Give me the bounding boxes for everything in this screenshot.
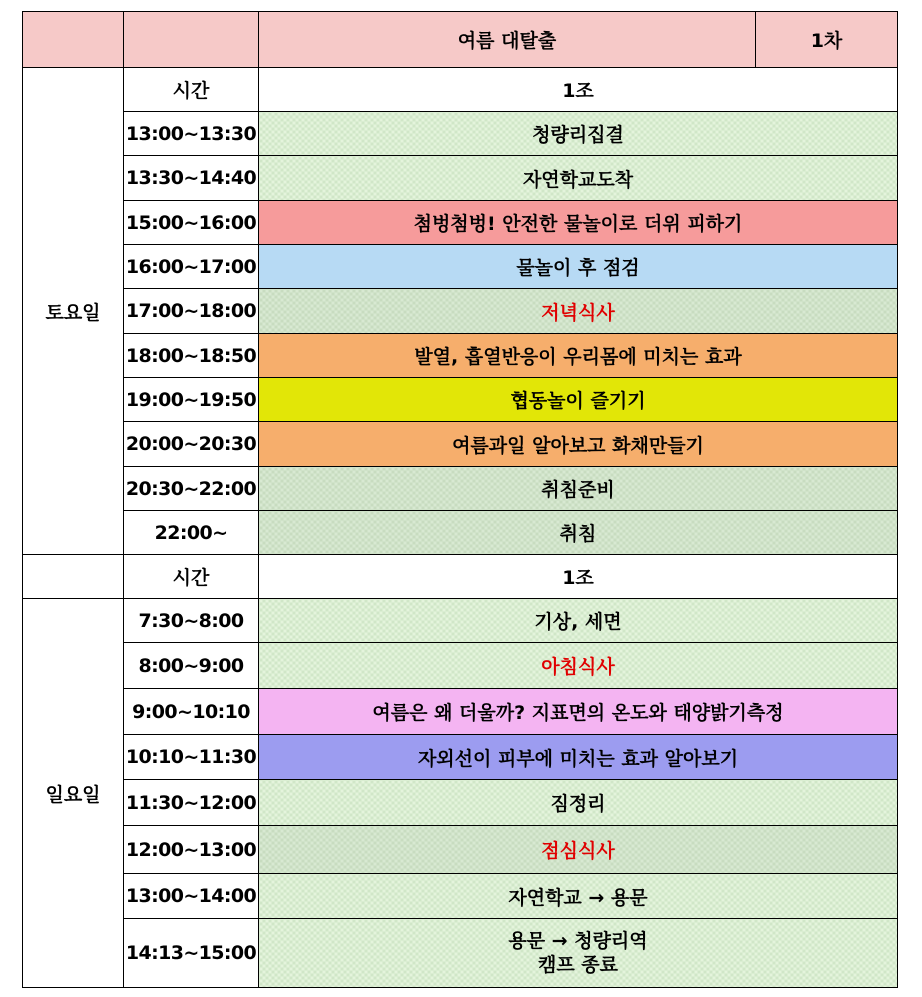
table-row <box>23 599 898 643</box>
table-row <box>23 467 898 511</box>
table-row <box>23 245 898 289</box>
header-row <box>23 12 898 68</box>
time-cell: 22:00~ <box>124 511 259 555</box>
day-label-sunday: 일요일 <box>23 599 124 988</box>
table-row <box>23 780 898 826</box>
activity-cell-meal: 점심식사 <box>259 826 898 874</box>
time-column-header: 시간 <box>124 68 259 112</box>
time-cell: 7:30~8:00 <box>124 599 259 643</box>
time-cell: 20:00~20:30 <box>124 422 259 467</box>
blank-day-cell <box>23 555 124 599</box>
time-cell: 13:00~13:30 <box>124 112 259 156</box>
activity-cell: 첨벙첨벙! 안전한 물놀이로 더위 피하기 <box>259 201 898 245</box>
table-row <box>23 919 898 988</box>
time-cell: 11:30~12:00 <box>124 780 259 826</box>
activity-cell <box>259 919 898 988</box>
table-row <box>23 156 898 201</box>
activity-cell-meal: 아침식사 <box>259 643 898 689</box>
activity-cell: 취침 <box>259 511 898 555</box>
time-cell: 18:00~18:50 <box>124 334 259 378</box>
table-row <box>23 422 898 467</box>
activity-line: 캠프 종료 <box>537 954 619 976</box>
time-cell: 20:30~22:00 <box>124 467 259 511</box>
table-row <box>23 735 898 780</box>
table-row <box>23 289 898 334</box>
schedule-title: 여름 대탈출 <box>259 12 756 68</box>
table-row <box>23 112 898 156</box>
time-cell: 10:10~11:30 <box>124 735 259 780</box>
time-cell: 16:00~17:00 <box>124 245 259 289</box>
activity-cell-meal: 저녁식사 <box>259 289 898 334</box>
table-row <box>23 378 898 422</box>
time-cell: 13:30~14:40 <box>124 156 259 201</box>
sunday-header-row <box>23 555 898 599</box>
activity-cell: 자연학교 → 용문 <box>259 874 898 919</box>
activity-cell: 짐정리 <box>259 780 898 826</box>
round-label: 1차 <box>756 12 898 68</box>
activity-cell: 취침준비 <box>259 467 898 511</box>
table-row <box>23 511 898 555</box>
time-cell: 8:00~9:00 <box>124 643 259 689</box>
activity-cell: 기상, 세면 <box>259 599 898 643</box>
table-row <box>23 643 898 689</box>
table-row <box>23 334 898 378</box>
time-cell: 15:00~16:00 <box>124 201 259 245</box>
saturday-header-row <box>23 68 898 112</box>
time-cell: 14:13~15:00 <box>124 919 259 988</box>
activity-cell: 협동놀이 즐기기 <box>259 378 898 422</box>
time-cell: 19:00~19:50 <box>124 378 259 422</box>
header-blank-cell <box>124 12 259 68</box>
time-column-header: 시간 <box>124 555 259 599</box>
time-cell: 13:00~14:00 <box>124 874 259 919</box>
activity-cell: 여름과일 알아보고 화채만들기 <box>259 422 898 467</box>
day-label-saturday: 토요일 <box>23 68 124 555</box>
time-cell: 9:00~10:10 <box>124 689 259 735</box>
group-column-header: 1조 <box>259 555 898 599</box>
activity-cell: 발열, 흡열반응이 우리몸에 미치는 효과 <box>259 334 898 378</box>
table-row <box>23 826 898 874</box>
header-blank-cell <box>23 12 124 68</box>
group-column-header: 1조 <box>259 68 898 112</box>
activity-cell: 여름은 왜 더울까? 지표면의 온도와 태양밝기측정 <box>259 689 898 735</box>
activity-cell: 물놀이 후 점검 <box>259 245 898 289</box>
table-row <box>23 689 898 735</box>
activity-cell: 자외선이 피부에 미치는 효과 알아보기 <box>259 735 898 780</box>
activity-cell: 청량리집결 <box>259 112 898 156</box>
time-cell: 12:00~13:00 <box>124 826 259 874</box>
activity-line: 용문 → 청량리역 <box>508 930 648 952</box>
activity-cell: 자연학교도착 <box>259 156 898 201</box>
table-row <box>23 201 898 245</box>
table-row <box>23 874 898 919</box>
camp-schedule-table <box>22 11 898 988</box>
time-cell: 17:00~18:00 <box>124 289 259 334</box>
